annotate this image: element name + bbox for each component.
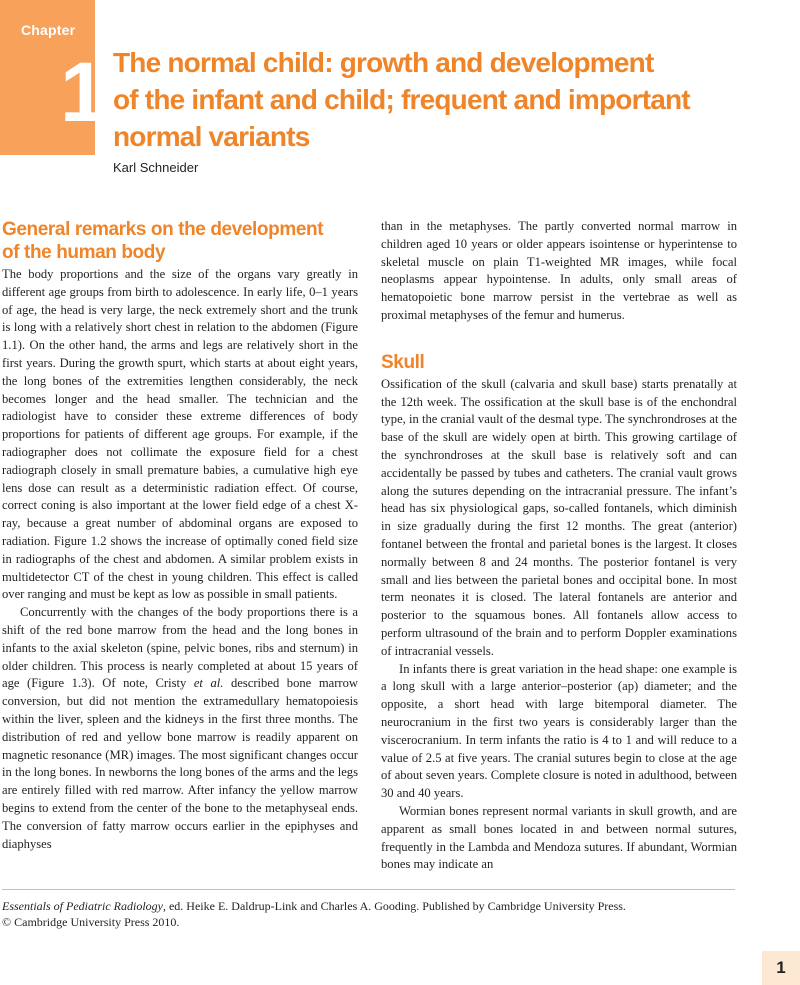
paragraph: The body proportions and the size of the organs vary greatly in different age groups from birth to adolescence. In early life, 0–1 years of age, the head is very large, the neck extremely short and the trunk is long with a relatively short chest in relation to the abdomen (Figure 1.1). On the other hand, the arms and legs are relatively short in the first years. During the growth spurt, which starts at about eight years, the long bones of the extremities lengthen considerably, the neck becomes longer and the head smaller. The technician and the radiologist have to consider these extreme differences of body proportions for patients of different age groups. For example, if the radiographer does not collimate the exposure field for a chest radiograph closely in small premature babies, a cumulative high eye lens dose can result as a deterministic radiation effect. Of course, correct coning is also important at the lower field edge of a chest X-ray, because a great number of abdominal organs are exposed to radiation. Figure 1.2 shows the increase of optimally coned field size in radiographs of the chest and abdomen. A similar problem exists in multidetector CT of the chest in young children. This effect is called over ranging and must be kept as low as possible in small patients. [2, 267, 358, 602]
section-heading-general-remarks [2, 218, 358, 264]
section-heading-line: of the human body [2, 242, 166, 263]
chapter-tab [0, 0, 107, 155]
paragraph-italic: et al. [193, 676, 224, 691]
chapter-number: 1 [60, 45, 107, 139]
paragraph [2, 604, 358, 853]
footer-text: , ed. Heike E. Daldrup-Link and Charles A. Gooding. Published by Cambridge University Press. [162, 899, 626, 913]
book-title: Essentials of Pediatric Radiology [2, 899, 163, 913]
footer-divider [2, 889, 735, 890]
paragraph-text: described bone marrow conversion, but did not mention the extramedullary hematopoiesis within the liver, spleen and the kidneys in the first three months. The distribution of red and yellow bone marrow is readily apparent on magnetic resonance (MR) images. The most significant changes occur in the long bones. In newborns the long bones of the arms and the legs are entirely filled with red marrow. After infancy the yellow marrow begins to extend from the center of the bone to the metaphyseal ends. The conversion of fatty marrow occurs earlier in the epiphyses and diaphyses [2, 676, 358, 851]
footer-line [2, 898, 762, 914]
copyright-line: © Cambridge University Press 2010. [2, 915, 180, 929]
chapter-title-line: normal variants [113, 121, 310, 152]
right-column [381, 218, 737, 874]
paragraph: In infants there is great variation in the head shape: one example is a long skull with a large anterior–posterior (ap) diameter; and the opposite, a short head with large bitemporal diameter. The neurocranium in the first two years is considerably larger than the viscerocranium. In term infants the ratio is 4 to 1 and will reduce to a value of 2.5 at five years. The cranial sutures begin to close at the age of about seven years. Complete closure is noted in adulthood, between 30 and 40 years. [381, 661, 737, 801]
chapter-title-line: The normal child: growth and development [113, 47, 654, 78]
paragraph: Ossification of the skull (calvaria and skull base) starts prenatally at the 12th week. The ossification at the skull base is of the enchondral type, in the cranial vault of the desmal type. The synchrondroses at the base of the skull are widely open at birth. This growing cartilage of the synchrondroses at the skull base is relatively soft and can accidentally be passed by tubes and catheters. The cranial vault grows along the sutures depending on the intracranial pressure. The infant’s head has six physiological gaps, so-called fontanels, which diminish in size gradually during the first 12 months. The great (anterior) fontanel between the frontal and parietal bones is the largest. It closes normally between 8 and 24 months. The posterior fontanel is very small and lies between the parietal bones and occipital bone. In most term neonates it is closed. The lateral fontanels are anterior and posterior to the squamous bones. All fontanels allow access to perform ultrasound of the brain and to perform Doppler examinations of intracranial vessels. [381, 376, 737, 658]
section-heading-line: General remarks on the development [2, 219, 324, 240]
paragraph: Wormian bones represent normal variants in skull growth, and are apparent as small bones located in and between normal sutures, frequently in the Lambda and Mendoza sutures. If abundant, Wormian bones may indicate an [381, 803, 737, 872]
paragraph-text: Concurrently with the changes of the body proportions there is a shift of the red bone marrow from the head and the long bones in infants to the axial skeleton (spine, pelvic bones, ribs and sternum) in older children. This process is nearly completed at about 15 years of age (Figure 1.3). Of note, Cristy [2, 605, 358, 691]
left-column [2, 218, 358, 853]
chapter-label: Chapter [21, 22, 76, 38]
section-heading-skull: Skull [381, 351, 425, 373]
chapter-title [113, 44, 753, 155]
chapter-title-line: of the infant and child; frequent and important [113, 84, 690, 115]
page-number: 1 [776, 958, 786, 977]
footer-citation [2, 898, 762, 930]
author-name: Karl Schneider [113, 160, 199, 175]
paragraph: than in the metaphyses. The partly converted normal marrow in children aged 10 years or older appears isointense or hyperintense to skeletal muscle on plain T1-weighted MR images, while focal neoplasms appear hypointense. In adults, only small areas of hematopoietic bone marrow persist in the vertebrae as well as proximal metaphyses of the femur and humerus. [381, 219, 737, 322]
page-number-box [762, 951, 800, 985]
